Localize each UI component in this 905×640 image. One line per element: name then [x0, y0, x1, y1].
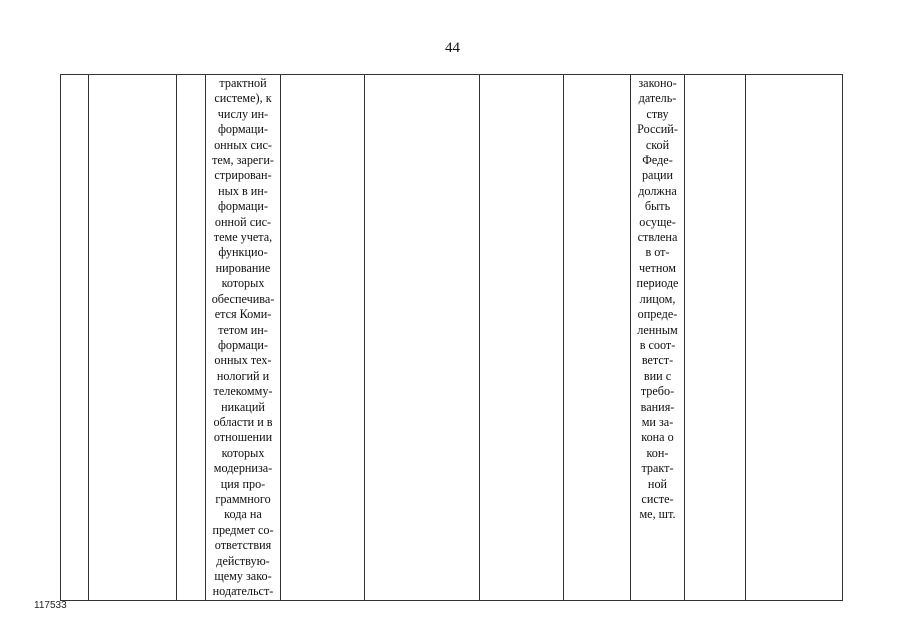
unit-description-text: законо- датель- ству Россий- ской Феде- рации должна быть осуще- ствлена в от- четном периоде лицом, опреде- ленным в соот- ветст- вии с требо- вания- ми за- кона о кон- тракт- ной систе- ме, шт.	[636, 76, 679, 522]
table-cell	[89, 75, 177, 601]
table-cell	[61, 75, 89, 601]
cell-text	[281, 75, 364, 76]
table-row	[61, 75, 843, 601]
cell-text	[746, 75, 842, 76]
table-cell	[746, 75, 843, 601]
page-number: 44	[445, 40, 460, 56]
cell-text	[177, 75, 205, 76]
document-table	[60, 74, 843, 601]
table-cell	[177, 75, 206, 601]
table-cell	[281, 75, 365, 601]
indicator-description-text: трактной системе), к числу ин- формаци- онных сис- тем, зареги- стрирован- ных в ин- формаци- онной сис- теме учета, функцио- нирование которых обеспечива- ется Коми- тетом ин- формаци- онных тех- нологий и телекомму- никаций области и в отношении которых модерниза- ция про- граммного кода на предмет со- ответствия действую- щему зако- нодательст-	[211, 76, 275, 599]
cell-text	[564, 75, 630, 76]
table-cell	[685, 75, 746, 601]
cell-text	[480, 75, 563, 76]
cell-text	[365, 75, 479, 76]
table-cell-indicator-description	[206, 75, 281, 601]
cell-text	[61, 75, 88, 76]
table-cell	[365, 75, 480, 601]
cell-text	[89, 75, 176, 76]
document-code: 117533	[34, 600, 67, 611]
table-cell-unit-description	[631, 75, 685, 601]
table-cell	[480, 75, 564, 601]
table-cell	[564, 75, 631, 601]
cell-text	[685, 75, 745, 76]
